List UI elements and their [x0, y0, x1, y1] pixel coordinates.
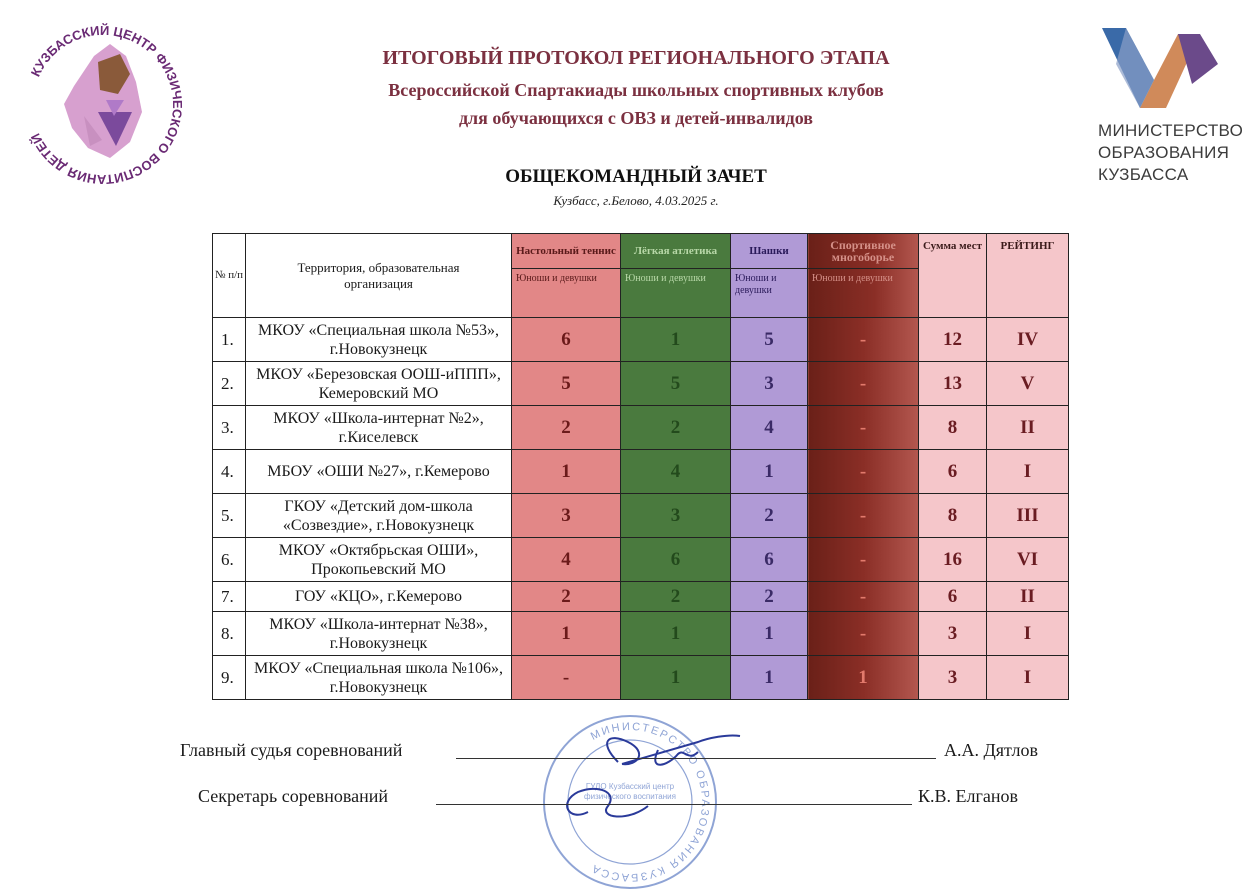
cell-athletics-place: 1: [621, 612, 731, 656]
cell-multisport-place: -: [808, 450, 919, 494]
table-row: [213, 450, 1069, 494]
cell-rating: III: [987, 494, 1069, 538]
row-number: 1.: [213, 318, 246, 362]
col-header-athletics: Лёгкая атлетика: [621, 234, 731, 269]
cell-checkers-place: 4: [731, 406, 808, 450]
chief-judge-label: Главный судья соревнований: [180, 740, 403, 760]
table-row: [213, 612, 1069, 656]
cell-checkers-place: 5: [731, 318, 808, 362]
row-number: 8.: [213, 612, 246, 656]
protocol-subtitle-1: Всероссийской Спартакиады школьных спортивных клубов: [388, 80, 884, 100]
row-organization: МКОУ «Школа-интернат №2», г.Киселевск: [246, 406, 512, 450]
logo-region-shape: [64, 44, 142, 158]
cell-tennis-place: 4: [512, 538, 621, 582]
col-header-sum: Сумма мест: [919, 234, 987, 318]
col-header-checkers: Шашки: [731, 234, 808, 269]
stamp-center-text: ГУДО Кузбасский центр физического воспитания: [584, 782, 676, 801]
row-organization: МКОУ «Октябрьская ОШИ», Прокопьевский МО: [246, 538, 512, 582]
subheader-gender: Юноши и девушки: [621, 269, 731, 318]
cell-rating: IV: [987, 318, 1069, 362]
cell-athletics-place: 4: [621, 450, 731, 494]
row-number: 9.: [213, 656, 246, 700]
cell-checkers-place: 2: [731, 582, 808, 612]
cell-sum-places: 8: [919, 494, 987, 538]
cell-tennis-place: -: [512, 656, 621, 700]
section-title: ОБЩЕКОМАНДНЫЙ ЗАЧЕТ: [505, 166, 767, 187]
cell-checkers-place: 1: [731, 612, 808, 656]
handwritten-signature: [548, 722, 748, 832]
row-organization: МБОУ «ОШИ №27», г.Кемерово: [246, 450, 512, 494]
secretary-signature-line: [436, 804, 912, 805]
cell-multisport-place: -: [808, 612, 919, 656]
table-row: [213, 538, 1069, 582]
row-organization: ГОУ «КЦО», г.Кемерово: [246, 582, 512, 612]
row-number: 2.: [213, 362, 246, 406]
cell-sum-places: 6: [919, 450, 987, 494]
results-table: [212, 233, 1069, 700]
col-header-multisport: Спортивное многоборье: [808, 234, 919, 269]
row-organization: МКОУ «Школа-интернат №38», г.Новокузнецк: [246, 612, 512, 656]
ministry-line: МИНИСТЕРСТВО: [1098, 121, 1244, 140]
cell-athletics-place: 1: [621, 318, 731, 362]
chief-judge-signature-line: [456, 758, 936, 759]
logo-ring-text: КУЗБАССКИЙ ЦЕНТР ФИЗИЧЕСКОГО ВОСПИТАНИЯ ДЕТЕЙ: [27, 22, 186, 188]
cell-rating: II: [987, 582, 1069, 612]
row-organization: МКОУ «Специальная школа №53», г.Новокузнецк: [246, 318, 512, 362]
row-organization: ГКОУ «Детский дом-школа «Созвездие», г.Новокузнецк: [246, 494, 512, 538]
cell-rating: I: [987, 656, 1069, 700]
cell-multisport-place: -: [808, 318, 919, 362]
cell-rating: II: [987, 406, 1069, 450]
ministry-name: [1098, 120, 1258, 186]
place-date: Кузбасс, г.Белово, 4.03.2025 г.: [553, 193, 719, 208]
protocol-subtitle-2: для обучающихся с ОВЗ и детей-инвалидов: [458, 108, 814, 128]
ministry-line: КУЗБАССА: [1098, 165, 1189, 184]
cell-athletics-place: 6: [621, 538, 731, 582]
cell-tennis-place: 6: [512, 318, 621, 362]
cell-multisport-place: -: [808, 406, 919, 450]
cell-multisport-place: -: [808, 494, 919, 538]
table-row: [213, 494, 1069, 538]
cell-athletics-place: 2: [621, 406, 731, 450]
header-row: [213, 234, 1069, 269]
cell-rating: I: [987, 612, 1069, 656]
ministry-line: ОБРАЗОВАНИЯ: [1098, 143, 1230, 162]
chief-judge-name: А.А. Дятлов: [944, 740, 1038, 760]
secretary-name: К.В. Елганов: [918, 786, 1018, 806]
col-header-tennis: Настольный теннис: [512, 234, 621, 269]
cell-athletics-place: 2: [621, 582, 731, 612]
cell-checkers-place: 6: [731, 538, 808, 582]
cell-tennis-place: 2: [512, 406, 621, 450]
protocol-title: ИТОГОВЫЙ ПРОТОКОЛ РЕГИОНАЛЬНОГО ЭТАПА: [382, 47, 890, 69]
results-rows: [213, 318, 1069, 700]
cell-tennis-place: 5: [512, 362, 621, 406]
cell-sum-places: 3: [919, 612, 987, 656]
cell-multisport-place: -: [808, 538, 919, 582]
cell-multisport-place: -: [808, 582, 919, 612]
subheader-gender: Юноши и девушки: [731, 269, 808, 318]
cell-sum-places: 3: [919, 656, 987, 700]
row-number: 6.: [213, 538, 246, 582]
cell-sum-places: 6: [919, 582, 987, 612]
row-number: 3.: [213, 406, 246, 450]
cell-sum-places: 13: [919, 362, 987, 406]
cell-tennis-place: 1: [512, 450, 621, 494]
table-row: [213, 582, 1069, 612]
table-row: [213, 656, 1069, 700]
row-number: 4.: [213, 450, 246, 494]
subheader-gender: Юноши и девушки: [808, 269, 919, 318]
col-header-num: № п/п: [213, 234, 246, 318]
cell-athletics-place: 3: [621, 494, 731, 538]
kuzbass-center-logo: [14, 16, 192, 194]
table-row: [213, 318, 1069, 362]
col-header-org: Территория, образовательная организация: [246, 234, 512, 318]
col-header-rating: РЕЙТИНГ: [987, 234, 1069, 318]
cell-tennis-place: 2: [512, 582, 621, 612]
cell-checkers-place: 1: [731, 656, 808, 700]
stamp-ring-text: МИНИСТЕРСТВО ОБРАЗОВАНИЯ КУЗБАССА: [588, 720, 712, 884]
cell-athletics-place: 5: [621, 362, 731, 406]
cell-checkers-place: 1: [731, 450, 808, 494]
cell-checkers-place: 2: [731, 494, 808, 538]
secretary-label: Секретарь соревнований: [198, 786, 388, 806]
cell-rating: V: [987, 362, 1069, 406]
ministry-logo-icon: [1096, 24, 1226, 114]
cell-multisport-place: -: [808, 362, 919, 406]
table-row: [213, 406, 1069, 450]
cell-sum-places: 12: [919, 318, 987, 362]
cell-athletics-place: 1: [621, 656, 731, 700]
table-row: [213, 362, 1069, 406]
cell-sum-places: 8: [919, 406, 987, 450]
cell-multisport-place: 1: [808, 656, 919, 700]
cell-checkers-place: 3: [731, 362, 808, 406]
row-organization: МКОУ «Березовская ООШ-иППП», Кемеровский МО: [246, 362, 512, 406]
cell-tennis-place: 3: [512, 494, 621, 538]
subheader-gender: Юноши и девушки: [512, 269, 621, 318]
cell-rating: I: [987, 450, 1069, 494]
row-organization: МКОУ «Специальная школа №106», г.Новокузнецк: [246, 656, 512, 700]
row-number: 7.: [213, 582, 246, 612]
cell-rating: VI: [987, 538, 1069, 582]
cell-sum-places: 16: [919, 538, 987, 582]
row-number: 5.: [213, 494, 246, 538]
cell-tennis-place: 1: [512, 612, 621, 656]
